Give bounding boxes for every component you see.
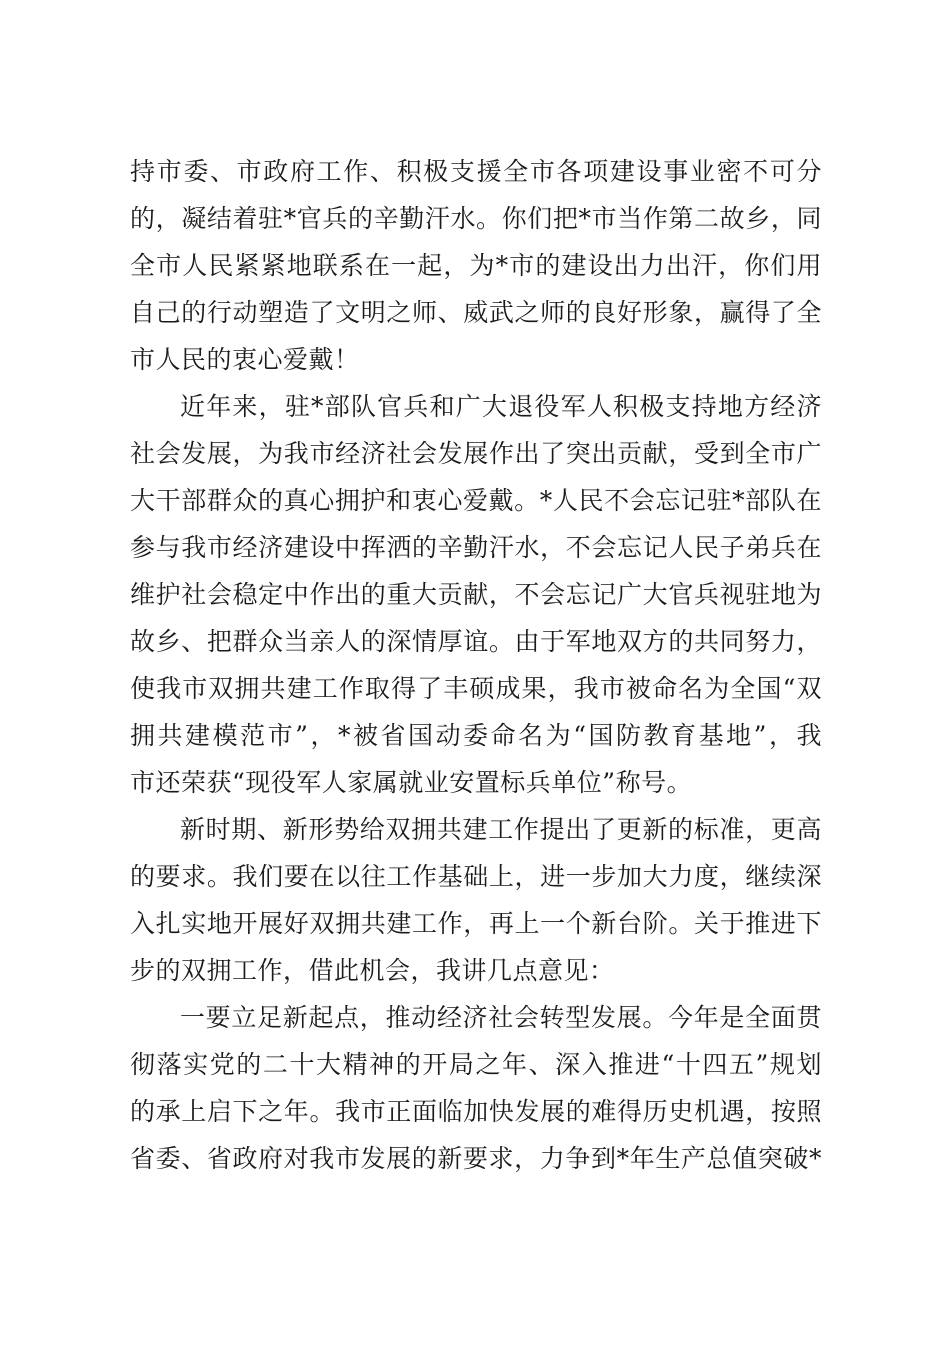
text-line: 的承上启下之年。我市正面临加快发展的难得历史机遇，按照 bbox=[130, 1097, 822, 1126]
text-line: 近年来，驻*部队官兵和广大退役军人积极支持地方经济 bbox=[180, 392, 822, 421]
text-line: 参与我市经济建设中挥洒的辛勤汗水，不会忘记人民子弟兵在 bbox=[130, 533, 822, 562]
text-line: 省委、省政府对我市发展的新要求，力争到*年生产总值突破* bbox=[130, 1144, 822, 1173]
text-line: 全市人民紧紧地联系在一起，为*市的建设出力出汗，你们用 bbox=[130, 251, 822, 280]
text-line: 的，凝结着驻*官兵的辛勤汗水。你们把*市当作第二故乡，同 bbox=[130, 204, 822, 233]
text-line: 市还荣获“现役军人家属就业安置标兵单位”称号。 bbox=[130, 768, 693, 797]
paragraph-1 bbox=[130, 148, 822, 383]
text-line: 的要求。我们要在以往工作基础上，进一步加大力度，继续深 bbox=[130, 862, 822, 891]
text-line: 社会发展，为我市经济社会发展作出了突出贡献，受到全市广 bbox=[130, 439, 822, 468]
text-line: 步的双拥工作，借此机会，我讲几点意见： bbox=[130, 956, 615, 985]
paragraph-4 bbox=[130, 994, 822, 1182]
text-line: 故乡、把群众当亲人的深情厚谊。由于军地双方的共同努力， bbox=[130, 627, 822, 656]
text-line: 自己的行动塑造了文明之师、威武之师的良好形象，赢得了全 bbox=[130, 298, 822, 327]
text-line: 持市委、市政府工作、积极支援全市各项建设事业密不可分 bbox=[130, 157, 822, 186]
text-line: 维护社会稳定中作出的重大贡献，不会忘记广大官兵视驻地为 bbox=[130, 580, 822, 609]
paragraph-3 bbox=[130, 806, 822, 994]
text-line: 使我市双拥共建工作取得了丰硕成果，我市被命名为全国“双 bbox=[130, 674, 822, 703]
text-line: 拥共建模范市”，*被省国动委命名为“国防教育基地”，我 bbox=[130, 721, 822, 750]
paragraph-2 bbox=[130, 383, 822, 806]
text-line: 大干部群众的真心拥护和衷心爱戴。*人民不会忘记驻*部队在 bbox=[130, 486, 822, 515]
text-line: 彻落实党的二十大精神的开局之年、深入推进“十四五”规划 bbox=[130, 1050, 822, 1079]
text-line: 一要立足新起点，推动经济社会转型发展。今年是全面贯 bbox=[180, 1003, 822, 1032]
text-line: 新时期、新形势给双拥共建工作提出了更新的标准，更高 bbox=[180, 815, 822, 844]
document-body bbox=[130, 148, 822, 1182]
text-line: 入扎实地开展好双拥共建工作，再上一个新台阶。关于推进下 bbox=[130, 909, 822, 938]
text-line: 市人民的衷心爱戴！ bbox=[130, 345, 360, 374]
